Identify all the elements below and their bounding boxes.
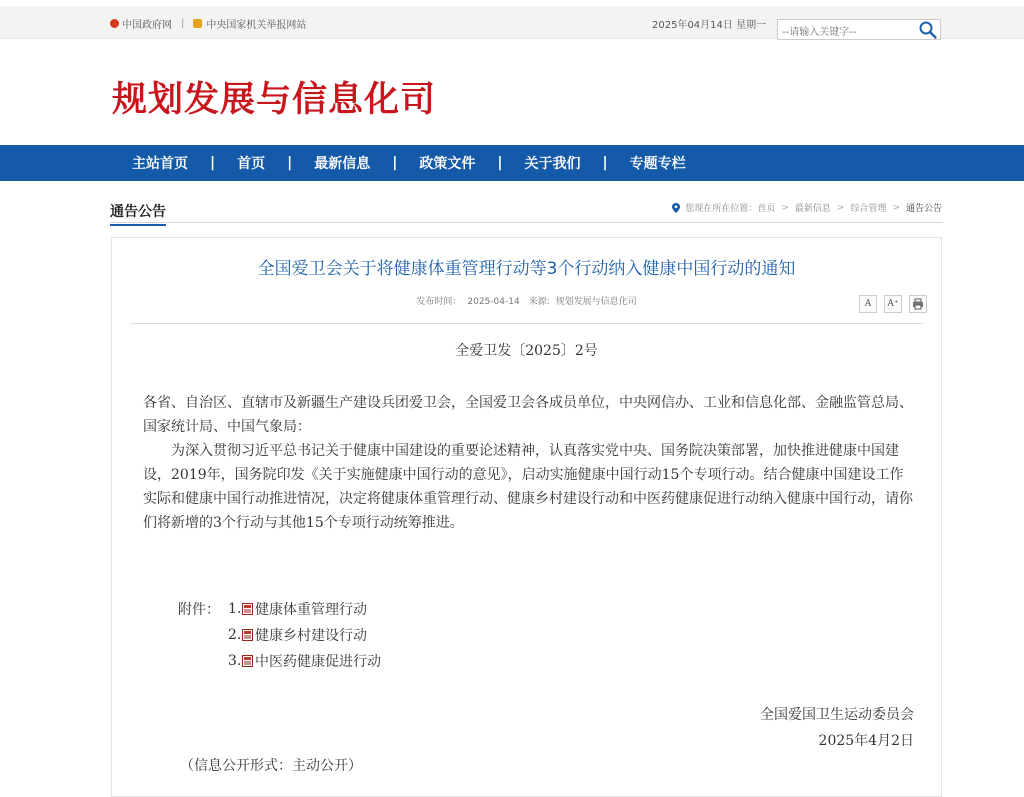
nav-label[interactable]: 政策文件 [419, 156, 476, 172]
nav-divider: | [497, 155, 503, 171]
meta-divider [131, 323, 924, 324]
nav-label[interactable]: 专题专栏 [629, 156, 686, 172]
document-file-icon [242, 629, 253, 641]
gov-portal-link[interactable]: 中国政府网 [122, 20, 172, 31]
disclosure-note: （信息公开形式：主动公开） [180, 758, 362, 774]
nav-label[interactable]: 关于我们 [524, 156, 581, 172]
nav-item-latest[interactable] [292, 153, 397, 173]
print-button[interactable] [909, 295, 927, 313]
attachment-row [178, 651, 381, 671]
publish-date-label: 发布时间： [416, 297, 462, 307]
nav-divider: | [287, 155, 293, 171]
breadcrumb [672, 201, 942, 214]
section-divider [110, 222, 943, 223]
chevron-right-icon: > [836, 202, 845, 213]
nav-item-topics[interactable] [608, 153, 708, 173]
chevron-right-icon: > [781, 202, 789, 213]
article-tools [852, 295, 927, 313]
breadcrumb-item-general[interactable]: 综合管理 [850, 204, 887, 214]
nav-divider: | [210, 155, 216, 171]
nav-label[interactable]: 首页 [237, 156, 266, 172]
attachment-number: 2. [228, 627, 242, 643]
nav-item-policy[interactable] [397, 153, 502, 173]
attachment-number: 3. [228, 653, 242, 669]
font-decrease-button[interactable]: A [859, 295, 877, 313]
search-icon[interactable] [918, 20, 938, 40]
source-value: 规划发展与信息化司 [555, 297, 637, 307]
search-box [777, 19, 941, 40]
nav-item-about[interactable] [503, 153, 608, 173]
salutation: 各省、自治区、直辖市及新疆生产建设兵团爱卫会，全国爱卫会各成员单位，中央网信办、工业和信息化部、金融监管总局、国家统计局、中国气象局： [143, 395, 913, 435]
top-links [110, 16, 306, 31]
site-title: 规划发展与信息化司 [112, 79, 437, 120]
report-site-icon [193, 19, 202, 28]
font-increase-button[interactable]: A⁺ [884, 295, 902, 313]
nav-item-main-home[interactable] [110, 153, 215, 173]
attachment-row [178, 625, 367, 645]
print-icon [912, 298, 924, 310]
main-nav [0, 145, 1024, 181]
current-date: 2025年04月14日 星期一 [652, 20, 767, 31]
source-label: 来源: [528, 297, 550, 307]
document-number: 全爱卫发〔2025〕2号 [455, 343, 598, 359]
report-site-link[interactable]: 中央国家机关举报网站 [206, 20, 307, 31]
chevron-right-icon: > [892, 202, 900, 213]
article-meta [111, 294, 942, 307]
body-paragraph-text: 为深入贯彻习近平总书记关于健康中国建设的重要论述精神，认真落实党中央、国务院决策部署，加快推进健康中国建设，2019年，国务院印发《关于实施健康中国行动的意见》，启动实施健康中国行动15个专项行动。结合健康中国建设工作实际和健康中国行动推进情况，决定将健康体重管理行动、健康乡村建设行动和中医药健康促进行动纳入健康中国行动，请你们将新增的3个行动与其他15个专项行动统筹推进。 [143, 443, 913, 531]
nav-label[interactable]: 主站首页 [132, 156, 188, 172]
breadcrumb-item-home[interactable]: 首页 [757, 204, 776, 214]
section-title: 通告公告 [110, 201, 166, 226]
nav-item-home[interactable] [215, 153, 292, 173]
nav-divider: | [392, 155, 398, 171]
link-separator: | [181, 18, 185, 29]
issuer-name: 全国爱国卫生运动委员会 [760, 707, 914, 723]
nav-label[interactable]: 最新信息 [314, 156, 371, 172]
breadcrumb-item-current[interactable]: 通告公告 [905, 204, 942, 214]
location-pin-icon [672, 203, 680, 213]
article-title: 全国爱卫会关于将健康体重管理行动等3个行动纳入健康中国行动的通知 [257, 259, 796, 279]
attachment-row [178, 599, 367, 619]
body-paragraph [143, 439, 915, 535]
document-file-icon [242, 655, 253, 667]
nav-divider: | [602, 155, 608, 171]
national-emblem-icon [110, 19, 119, 28]
breadcrumb-item-latest[interactable]: 最新信息 [794, 204, 831, 214]
attachment-link[interactable]: 健康乡村建设行动 [255, 628, 367, 644]
document-file-icon [242, 603, 253, 615]
attachment-link[interactable]: 中医药健康促进行动 [255, 654, 381, 670]
breadcrumb-prefix: 您现在所在位置： [685, 204, 758, 214]
attachments-label: 附件： [178, 602, 220, 618]
publish-date: 2025-04-14 [467, 297, 520, 307]
issue-date: 2025年4月2日 [818, 733, 914, 749]
attachment-number: 1. [228, 601, 242, 617]
attachment-link[interactable]: 健康体重管理行动 [255, 602, 367, 618]
search-input[interactable] [778, 23, 912, 42]
top-utility-bar [0, 6, 1024, 39]
